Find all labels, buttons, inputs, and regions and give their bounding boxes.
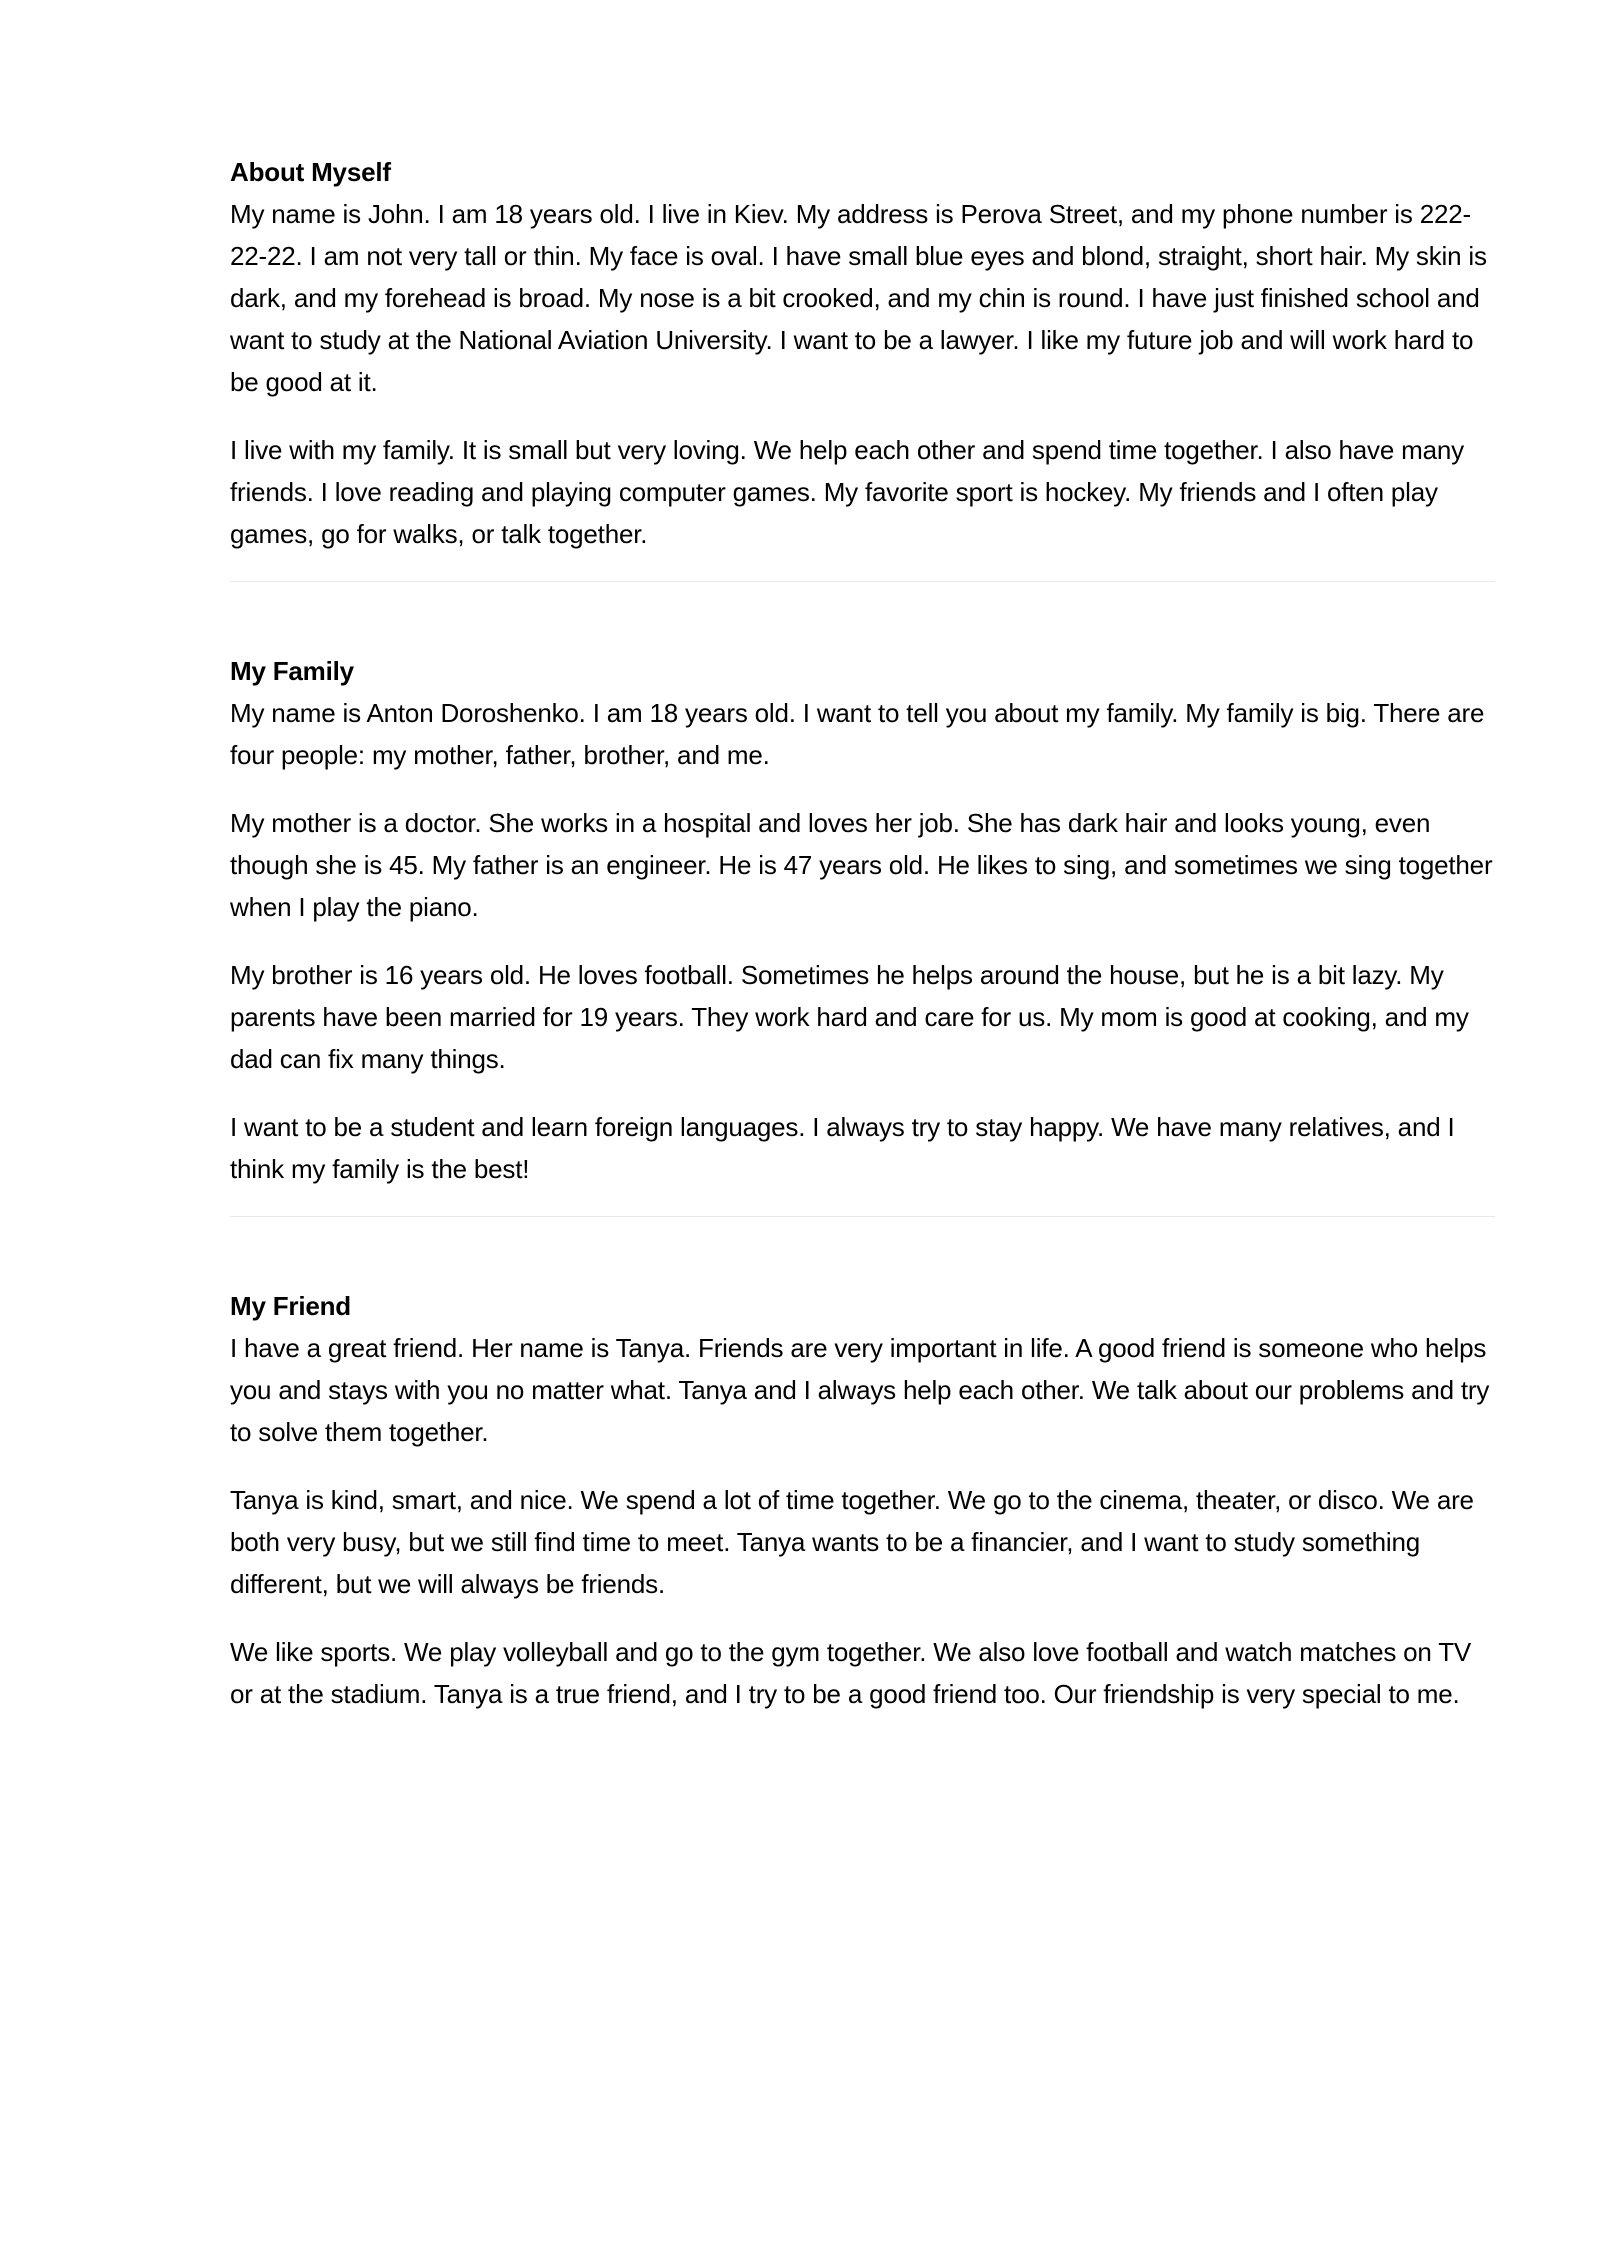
paragraph: I want to be a student and learn foreign languages. I always try to stay happy. We have many relatives, and I think my family is the best! — [230, 1112, 1455, 1184]
section-my-friend — [230, 1285, 1495, 1715]
section-title: My Friend — [230, 1291, 351, 1321]
paragraph: We like sports. We play volleyball and go to the gym together. We also love football and watch matches on TV or at the stadium. Tanya is a true friend, and I try to be a good friend too. Our friendship is very special to me. — [230, 1637, 1472, 1709]
paragraph: Tanya is kind, smart, and nice. We spend a lot of time together. We go to the cinema, theater, or disco. We are both very busy, but we still find time to meet. Tanya wants to be a financier, and I want to study something different, but we will always be friends. — [230, 1485, 1474, 1599]
paragraph: My name is John. I am 18 years old. I live in Kiev. My address is Perova Street, and my phone number is 222-22-22. I am not very tall or thin. My face is oval. I have small blue eyes and blond, straight, short hair. My skin is dark, and my forehead is broad. My nose is a bit crooked, and my chin is round. I have just finished school and want to study at the National Aviation University. I want to be a lawyer. I like my future job and will work hard to be good at it. — [230, 199, 1487, 397]
section-divider — [230, 1216, 1495, 1217]
paragraph: My mother is a doctor. She works in a hospital and loves her job. She has dark hair and looks young, even though she is 45. My father is an engineer. He is 47 years old. He likes to sing, and sometimes we sing together when I play the piano. — [230, 808, 1493, 922]
paragraph: I have a great friend. Her name is Tanya. Friends are very important in life. A good friend is someone who helps you and stays with you no matter what. Tanya and I always help each other. We talk about our problems and try to solve them together. — [230, 1333, 1490, 1447]
section-title: About Myself — [230, 157, 391, 187]
paragraph: My name is Anton Doroshenko. I am 18 years old. I want to tell you about my family. My family is big. There are four people: my mother, father, brother, and me. — [230, 698, 1485, 770]
section-my-family — [230, 650, 1495, 1190]
section-divider — [230, 581, 1495, 582]
section-title: My Family — [230, 656, 354, 686]
paragraph: My brother is 16 years old. He loves football. Sometimes he helps around the house, but he is a bit lazy. My parents have been married for 19 years. They work hard and care for us. My mom is good at cooking, and my dad can fix many things. — [230, 960, 1469, 1074]
document-body — [230, 151, 1495, 1715]
section-about-myself — [230, 151, 1495, 555]
paragraph: I live with my family. It is small but very loving. We help each other and spend time together. I also have many friends. I love reading and playing computer games. My favorite sport is hockey. My friends and I often play games, go for walks, or talk together. — [230, 435, 1464, 549]
